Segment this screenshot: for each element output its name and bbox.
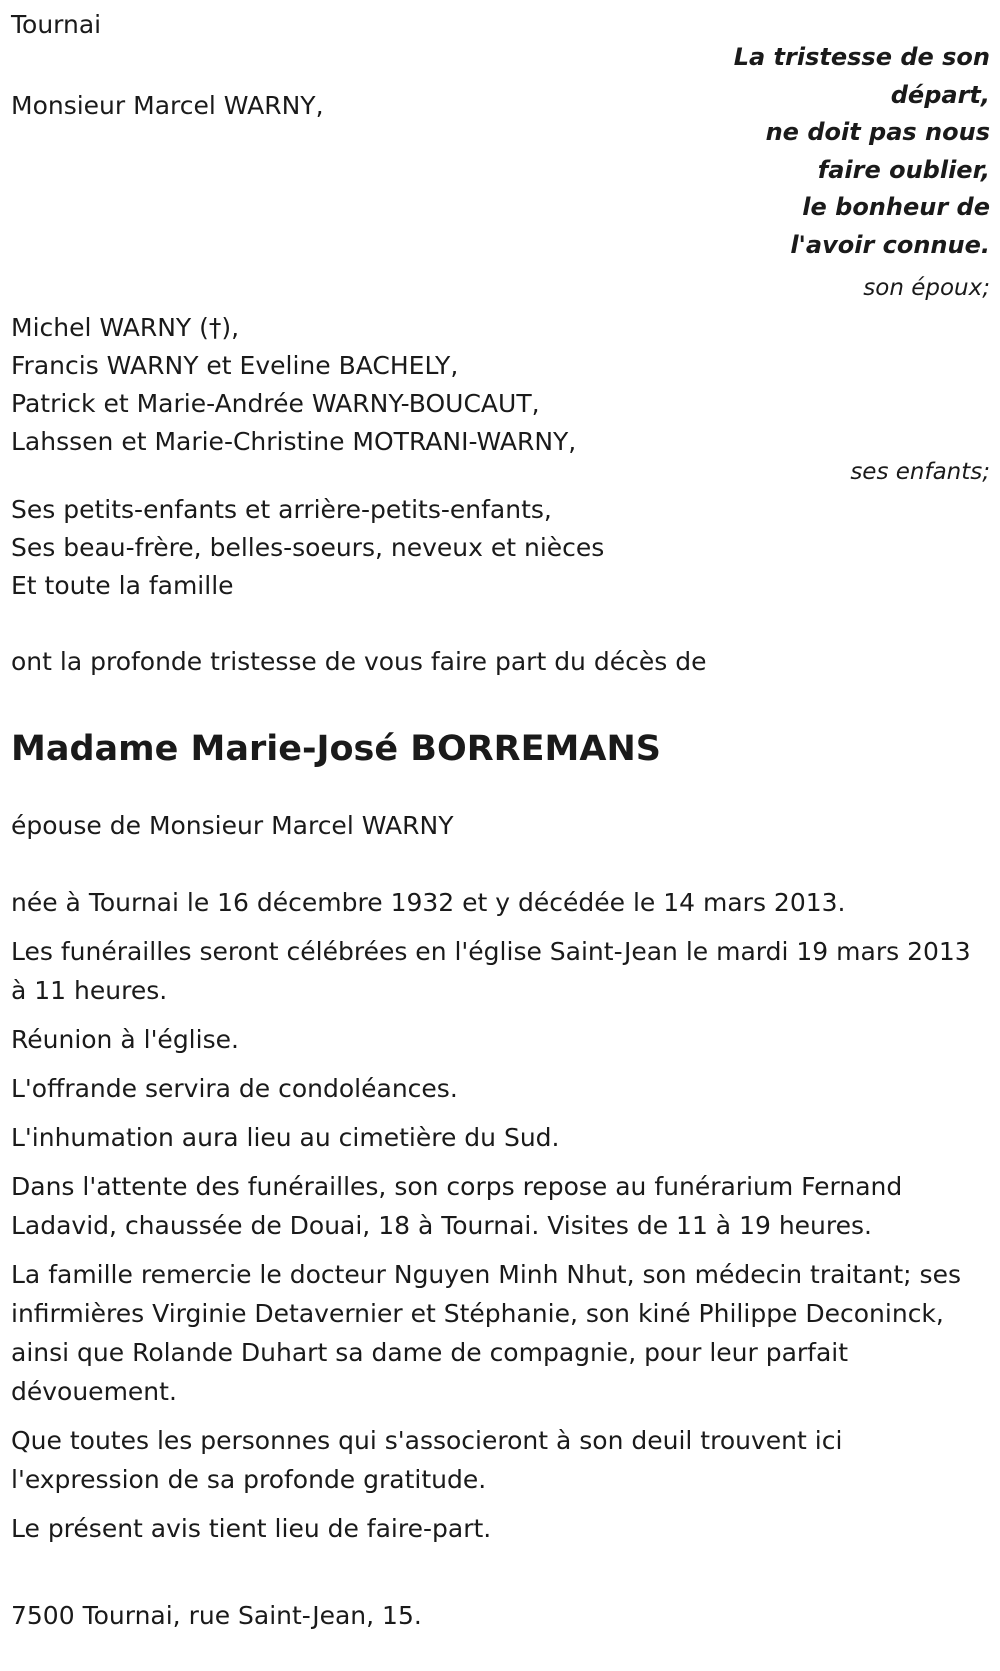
gratitude-line: Que toutes les personnes qui s'associeront à son deuil trouvent ici l'expression de sa profonde gratitude. — [11, 1426, 843, 1494]
wife-of-line: épouse de Monsieur Marcel WARNY — [11, 811, 454, 840]
quote-line: La tristesse de son — [733, 43, 990, 71]
address-line: 7500 Tournai, rue Saint-Jean, 15. — [11, 1601, 422, 1630]
spouse-role: son époux; — [863, 275, 990, 301]
child-line: Patrick et Marie-Andrée WARNY-BOUCAUT, — [11, 389, 540, 418]
child-line: Michel WARNY (†), — [11, 313, 240, 342]
notice-line: Le présent avis tient lieu de faire-part. — [11, 1514, 492, 1543]
deceased-name: Madame Marie-José BORREMANS — [11, 729, 661, 769]
family-line: Ses petits-enfants et arrière-petits-enfants, — [11, 495, 552, 524]
birth-death-line: née à Tournai le 16 décembre 1932 et y décédée le 14 mars 2013. — [11, 888, 846, 917]
burial-line: L'inhumation aura lieu au cimetière du Sud. — [11, 1123, 560, 1152]
child-line: Francis WARNY et Eveline BACHELY, — [11, 351, 459, 380]
city-heading: Tournai — [11, 10, 102, 39]
quote-line: départ, — [890, 80, 990, 109]
announcement-text: ont la profonde tristesse de vous faire part du décès de — [11, 647, 707, 676]
family-line: Ses beau-frère, belles-soeurs, neveux et nièces — [11, 533, 605, 562]
memorial-quote — [570, 39, 990, 264]
quote-line: le bonheur de — [802, 193, 990, 221]
funeral-details: Les funérailles seront célébrées en l'église Saint-Jean le mardi 19 mars 2013 à 11 heures. — [11, 937, 971, 1005]
spouse-name: Monsieur Marcel WARNY, — [11, 91, 324, 120]
child-line: Lahssen et Marie-Christine MOTRANI-WARNY, — [11, 427, 577, 456]
gathering-line: Réunion à l'église. — [11, 1025, 239, 1054]
offering-line: L'offrande servira de condoléances. — [11, 1074, 458, 1103]
acknowledgements: La famille remercie le docteur Nguyen Minh Nhut, son médecin traitant; ses infirmières Virginie Detavernier et Stéphanie, son kiné Philippe Deconinck, ainsi que Rolande Duhart sa dame de compagnie, pour leur parfait dévouement. — [11, 1260, 961, 1406]
children-role: ses enfants; — [850, 459, 990, 485]
funerarium-details: Dans l'attente des funérailles, son corps repose au funérarium Fernand Ladavid, chaussée de Douai, 18 à Tournai. Visites de 11 à 19 heures. — [11, 1172, 903, 1240]
quote-line: l'avoir connue. — [790, 230, 990, 259]
quote-line: faire oublier, — [817, 155, 990, 184]
quote-line: ne doit pas nous — [765, 118, 990, 146]
family-line: Et toute la famille — [11, 571, 234, 600]
